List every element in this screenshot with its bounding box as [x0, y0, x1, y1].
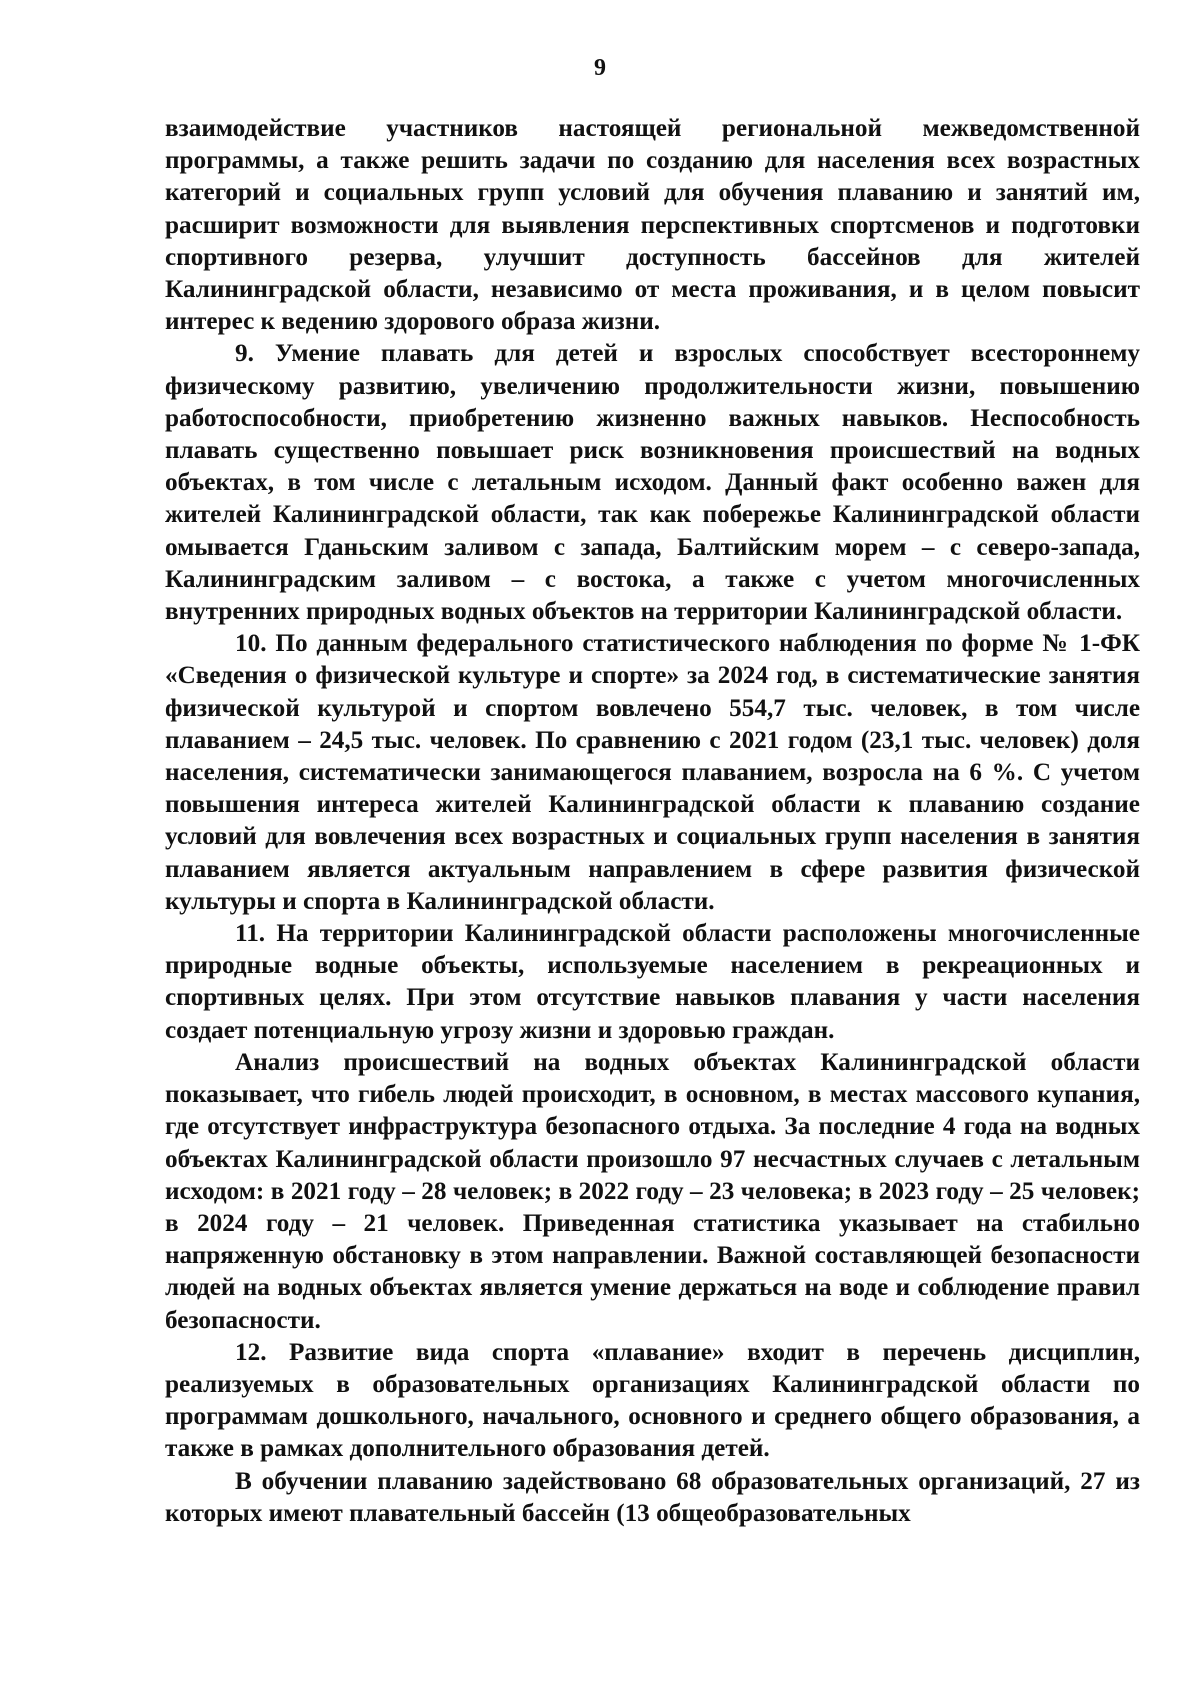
page-number: 9 [594, 55, 606, 81]
paragraph-11: 11. На территории Калининградской области расположены многочисленные природные водные объекты, используемые населением в рекреационных и спортивных целях. При этом отсутствие навыков плавания у части населения создает потенциальную угрозу жизни и здоровью граждан. [165, 920, 1140, 1044]
paragraph-10: 10. По данным федерального статистического наблюдения по форме № 1-ФК «Сведения о физической культуре и спорте» за 2024 год, в систематические занятия физической культурой и спортом вовлечено 554,7 тыс. человек, в том числе плаванием – 24,5 тыс. человек. По сравнению с 2021 годом (23,1 тыс. человек) доля населения, систематически занимающегося плаванием, возросла на 6 %. С учетом повышения интереса жителей Калининградской области к плаванию создание условий для вовлечения всех возрастных и социальных групп населения в занятия плаванием является актуальным направлением в сфере развития физической культуры и спорта в Калининградской области. [165, 630, 1140, 915]
paragraph-continuation: взаимодействие участников настоящей региональной межведомственной программы, а также решить задачи по созданию для населения всех возрастных категорий и социальных групп условий для обучения плаванию и занятий им, расширит возможности для выявления перспективных спортсменов и подготовки спортивного резерва, улучшит доступность бассейнов для жителей Калининградской области, независимо от места проживания, и в целом повысит интерес к ведению здорового образа жизни. [165, 115, 1140, 336]
body-text [165, 113, 1140, 1530]
paragraph-training: В обучении плаванию задействовано 68 образовательных организаций, 27 из которых имеют плавательный бассейн (13 общеобразовательных [165, 1467, 1140, 1527]
paragraph-9: 9. Умение плавать для детей и взрослых способствует всестороннему физическому развитию, увеличению продолжительности жизни, повышению работоспособности, приобретению жизненно важных навыков. Неспособность плавать существенно повышает риск возникновения происшествий на водных объектах, в том числе с летальным исходом. Данный факт особенно важен для жителей Калининградской области, так как побережье Калининградской области омывается Гданьским заливом с запада, Балтийским морем – с северо-запада, Калининградским заливом – с востока, а также с учетом многочисленных внутренних природных водных объектов на территории Калининградской области. [165, 340, 1140, 626]
paragraph-incident-analysis: Анализ происшествий на водных объектах Калининградской области показывает, что гибель людей происходит, в основном, в местах массового купания, где отсутствует инфраструктура безопасного отдыха. За последние 4 года на водных объектах Калининградской области произошло 97 несчастных случаев с летальным исходом: в 2021 году – 28 человек; в 2022 году – 23 человека; в 2023 году – 25 человек; в 2024 году – 21 человек. Приведенная статистика указывает на стабильно напряженную обстановку в этом направлении. Важной составляющей безопасности людей на водных объектах является умение держаться на воде и соблюдение правил безопасности. [165, 1048, 1140, 1334]
paragraph-12: 12. Развитие вида спорта «плавание» входит в перечень дисциплин, реализуемых в образовательных организациях Калининградской области по программам дошкольного, начального, основного и среднего общего образования, а также в рамках дополнительного образования детей. [165, 1338, 1140, 1463]
